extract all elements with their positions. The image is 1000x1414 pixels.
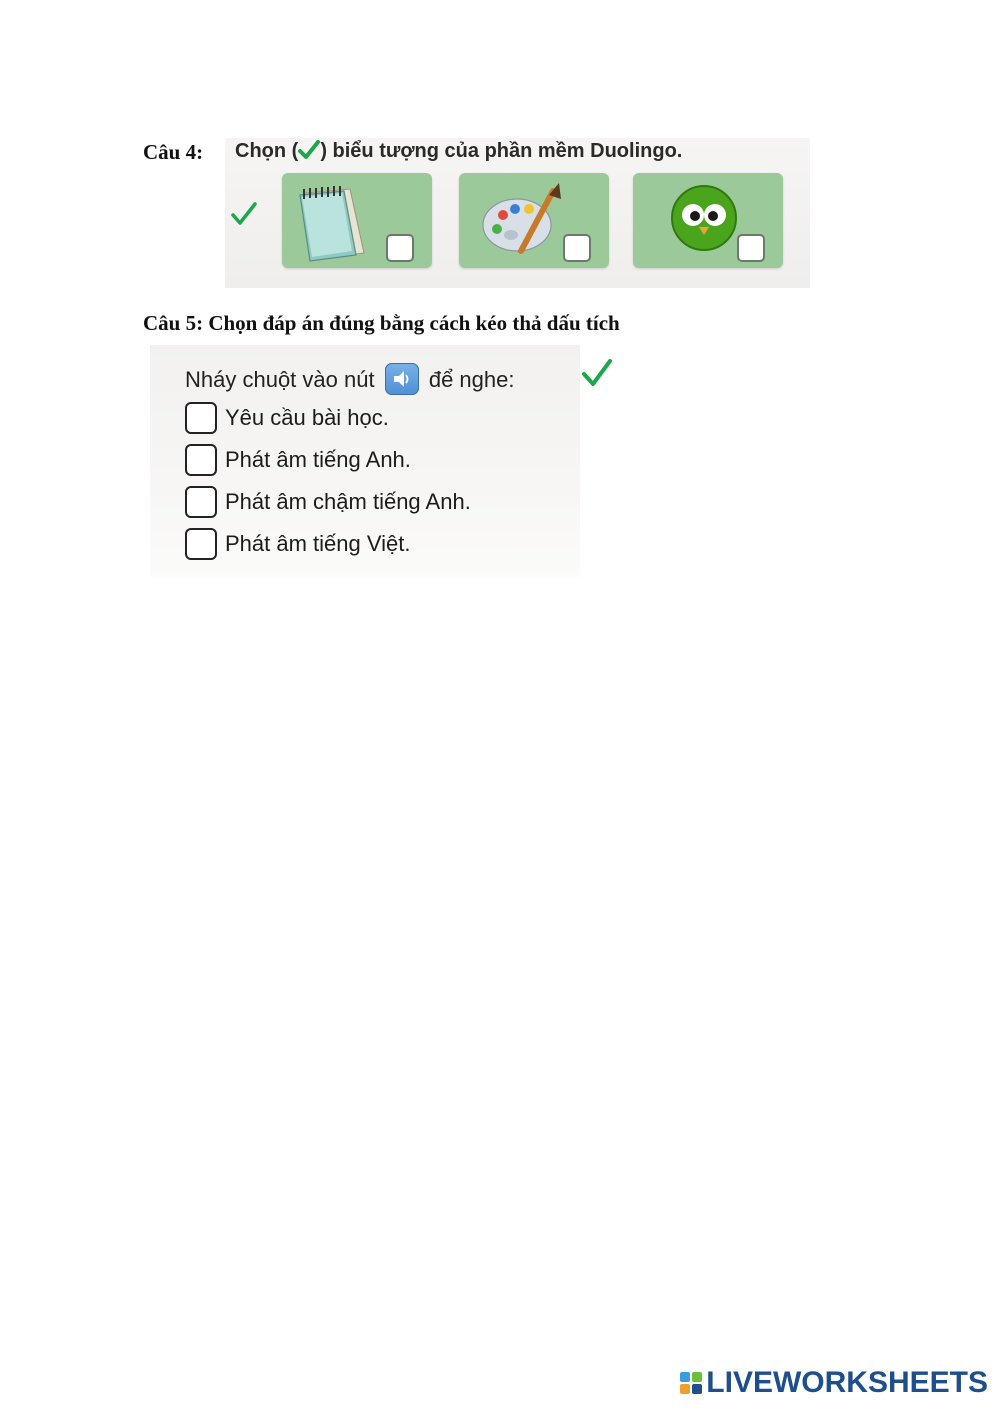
answer-option: [185, 484, 471, 520]
question-5-label: Câu 5: Chọn đáp án đúng bằng cách kéo thả dấu tích: [143, 311, 620, 335]
liveworksheets-logo: [680, 1366, 988, 1400]
logo-mark-icon: [680, 1372, 702, 1394]
prompt-after: để nghe:: [428, 367, 515, 392]
draggable-checkmark-icon[interactable]: [230, 200, 258, 228]
prompt-before: Nháy chuột vào nút: [185, 367, 375, 392]
answer-label: Phát âm tiếng Việt.: [225, 531, 411, 556]
answer-option: [185, 442, 411, 478]
tile-notepad: [282, 173, 432, 268]
paint-palette-icon: [481, 181, 565, 261]
answer-checkbox[interactable]: [185, 444, 217, 476]
answer-checkbox[interactable]: [185, 486, 217, 518]
tile-duolingo-checkbox[interactable]: [737, 234, 765, 262]
answer-label: Phát âm tiếng Anh.: [225, 447, 411, 472]
speaker-button[interactable]: [385, 363, 419, 395]
logo-text: LIVEWORKSHEETS: [706, 1366, 988, 1399]
answer-checkbox[interactable]: [185, 528, 217, 560]
duolingo-owl-icon: [669, 183, 739, 253]
answer-label: Phát âm chậm tiếng Anh.: [225, 489, 471, 514]
question-5-image: [150, 345, 580, 577]
instruction-prefix: Chọn (: [235, 140, 299, 162]
answer-checkbox[interactable]: [185, 402, 217, 434]
tile-duolingo: [633, 173, 783, 268]
tile-paint: [459, 173, 609, 268]
question-4-instruction: [235, 140, 682, 163]
question-5-prompt: [185, 363, 514, 395]
speaker-icon: [391, 368, 413, 390]
answer-label: Yêu cầu bài học.: [225, 405, 389, 430]
checkmark-icon: [298, 140, 320, 160]
draggable-checkmark-icon[interactable]: [580, 356, 614, 390]
question-4-image: [225, 138, 810, 288]
instruction-suffix: ) biểu tượng của phần mềm Duolingo.: [320, 140, 683, 162]
notepad-icon: [290, 179, 370, 263]
tile-paint-checkbox[interactable]: [563, 234, 591, 262]
tile-notepad-checkbox[interactable]: [386, 234, 414, 262]
answer-option: [185, 400, 389, 436]
answer-option: [185, 526, 411, 562]
question-4-label: Câu 4:: [143, 140, 204, 164]
